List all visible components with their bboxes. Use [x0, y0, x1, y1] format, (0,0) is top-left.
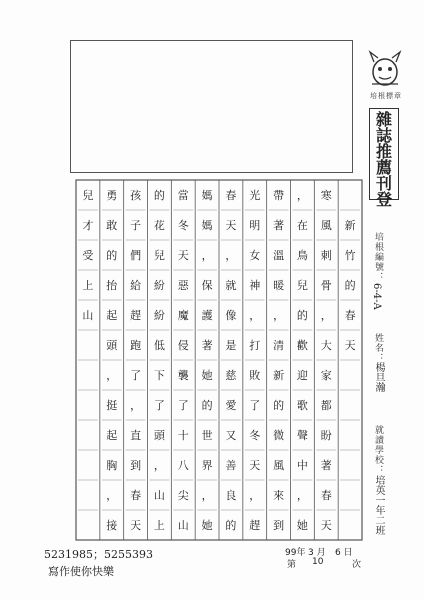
essay-char: 著: [273, 218, 285, 232]
brand-char: 推: [375, 142, 392, 161]
essay-char: 世: [201, 428, 213, 442]
essay-char: 的: [296, 308, 308, 322]
essay-char: 女: [249, 248, 261, 262]
essay-char: ，: [106, 368, 118, 382]
essay-char: 家: [320, 368, 332, 382]
essay-char: 下: [153, 368, 165, 382]
essay-char: 大: [320, 338, 332, 352]
essay-char: 刺: [320, 248, 332, 262]
essay-char: 著: [201, 338, 213, 352]
essay-char: 抬: [106, 278, 118, 292]
essay-char: 來: [273, 488, 285, 502]
essay-char: 挺: [106, 398, 118, 412]
essay-char: 愛: [225, 398, 237, 412]
essay-char: ，: [320, 308, 332, 322]
essay-char: 天: [177, 248, 189, 262]
essay-char: 在: [296, 218, 308, 232]
essay-char: 她: [296, 518, 308, 532]
essay-char: 媽: [201, 218, 213, 232]
essay-char: 子: [130, 218, 142, 232]
code-label: 培根編號：: [373, 232, 383, 282]
essay-char: 的: [106, 248, 118, 262]
essay-char: 盼: [320, 428, 332, 442]
essay-char: 保: [201, 278, 213, 292]
code-value: 6-4-A: [371, 283, 382, 310]
essay-char: 侵: [177, 338, 189, 352]
essay-char: ，: [273, 308, 285, 322]
essay-char: ，: [296, 488, 308, 502]
essay-char: 春: [320, 488, 332, 502]
essay-char: 跑: [130, 338, 142, 352]
essay-char: 的: [201, 398, 213, 412]
name-value: 楊旦瀚: [373, 362, 384, 392]
essay-char: 著: [320, 458, 332, 472]
essay-char: 媽: [201, 188, 213, 202]
essay-char: 上: [153, 518, 165, 532]
essay-char: 到: [273, 518, 285, 532]
school-value: 培英一年二班: [373, 475, 384, 535]
essay-char: 襲: [177, 368, 189, 382]
essay-char: 她: [201, 368, 213, 382]
essay-char: 趕: [130, 308, 142, 322]
essay-char: 魔: [177, 308, 189, 322]
essay-char: 了: [130, 368, 142, 382]
essay-char: 天: [225, 218, 237, 232]
name-label: 姓名：: [373, 333, 383, 363]
brand-char: 薦: [375, 158, 392, 177]
footer-index-prefix: 第: [287, 560, 297, 570]
essay-char: ，: [201, 488, 213, 502]
essay-char: 惡: [177, 278, 189, 292]
footer-year: 99年: [285, 548, 306, 558]
essay-char: 良: [225, 488, 237, 502]
logo-caption: 培根標章: [370, 92, 402, 100]
essay-char: 微: [273, 428, 285, 442]
essay-char: 春: [344, 308, 356, 322]
essay-char: 了: [249, 398, 261, 412]
essay-char: 到: [130, 458, 142, 472]
essay-char: 聲: [296, 428, 308, 442]
essay-char: 山: [153, 488, 165, 502]
essay-char: 界: [201, 458, 213, 472]
footer-day: 6 日: [335, 548, 353, 558]
essay-char: 鳥: [296, 248, 308, 262]
essay-char: 都: [320, 398, 332, 412]
essay-char: 歌: [296, 398, 308, 412]
essay-char: 溫: [273, 248, 285, 262]
essay-char: 打: [249, 338, 261, 352]
essay-char: 冬: [249, 428, 261, 442]
essay-char: 當: [177, 188, 189, 202]
essay-char: 暖: [273, 278, 285, 292]
contact-stamp-line2: 寫作使你快樂: [48, 565, 114, 578]
essay-char: 直: [130, 428, 142, 442]
essay-char: 兒: [296, 278, 308, 292]
essay-char: 兒: [153, 248, 165, 262]
essay-char: 起: [106, 428, 118, 442]
essay-char: 是: [225, 338, 237, 352]
essay-char: 敢: [106, 218, 118, 232]
essay-char: 的: [344, 278, 356, 292]
brand-char: 雜: [375, 110, 392, 129]
essay-char: 山: [82, 308, 94, 322]
essay-char: 低: [153, 338, 165, 352]
essay-char: 兒: [82, 188, 94, 202]
essay-char: 了: [177, 398, 189, 412]
essay-char: 的: [273, 398, 285, 412]
essay-char: 的: [225, 518, 237, 532]
essay-char: 的: [153, 188, 165, 202]
essay-char: 風: [273, 458, 285, 472]
essay-char: 天: [344, 338, 356, 352]
essay-char: 善: [225, 458, 237, 472]
essay-char: 中: [296, 458, 308, 472]
essay-char: 十: [177, 428, 189, 442]
essay-char: 骨: [320, 278, 332, 292]
essay-char: 頭: [106, 338, 118, 352]
essay-char: 勇: [106, 188, 118, 202]
essay-char: 神: [249, 278, 261, 292]
essay-char: 風: [320, 218, 332, 232]
essay-char: 明: [249, 218, 261, 232]
essay-char: 紛: [153, 278, 165, 292]
essay-char: 受: [82, 248, 94, 262]
essay-char: 寒: [320, 188, 332, 202]
essay-char: 尖: [177, 488, 189, 502]
essay-char: ，: [225, 248, 237, 262]
essay-char: 新: [344, 218, 356, 232]
essay-char: 花: [153, 218, 165, 232]
essay-char: ，: [106, 488, 118, 502]
essay-char: 紛: [153, 308, 165, 322]
brand-char: 誌: [375, 126, 392, 145]
essay-char: 就: [225, 278, 237, 292]
essay-char: 趕: [249, 518, 261, 532]
school-label: 就讀學校：: [373, 425, 383, 475]
essay-char: 接: [106, 518, 118, 532]
footer-index-suffix: 次: [352, 560, 362, 570]
essay-char: 了: [153, 398, 165, 412]
contact-stamp-line1: 5231985；5255393: [44, 548, 153, 561]
essay-char: 孩: [130, 188, 142, 202]
essay-char: 給: [130, 278, 142, 292]
essay-char: 歡: [296, 338, 308, 352]
essay-char: 迎: [296, 368, 308, 382]
essay-char: 清: [273, 338, 285, 352]
essay-char: ，: [130, 398, 142, 412]
essay-char: 上: [82, 278, 94, 292]
essay-char: 光: [249, 188, 261, 202]
essay-char: ，: [249, 488, 261, 502]
essay-char: 們: [130, 248, 142, 262]
essay-char: 慈: [225, 368, 237, 382]
essay-char: ，: [249, 308, 261, 322]
essay-char: 起: [106, 308, 118, 322]
essay-char: 新: [273, 368, 285, 382]
essay-char: 春: [225, 188, 237, 202]
essay-char: 像: [225, 308, 237, 322]
essay-char: 春: [130, 488, 142, 502]
essay-char: 她: [201, 518, 213, 532]
essay-char: ，: [201, 248, 213, 262]
essay-char: ，: [153, 458, 165, 472]
essay-char: 天: [320, 518, 332, 532]
essay-char: 胸: [106, 458, 118, 472]
brand-char: 刊: [375, 174, 392, 193]
essay-char: ，: [296, 188, 308, 202]
essay-char: 護: [201, 308, 213, 322]
essay-char: 冬: [177, 218, 189, 232]
footer-index-value: 10: [312, 557, 324, 567]
essay-char: 又: [225, 428, 237, 442]
footer-month: 3 月: [308, 548, 326, 558]
essay-char: 山: [177, 518, 189, 532]
essay-char: 天: [249, 458, 261, 472]
essay-char: 敗: [249, 368, 261, 382]
essay-char: 八: [177, 458, 189, 472]
essay-char: 頭: [153, 428, 165, 442]
brand-char: 登: [375, 190, 392, 209]
essay-char: 帶: [273, 188, 285, 202]
essay-char: 才: [82, 218, 94, 232]
essay-char: 天: [130, 518, 142, 532]
essay-char: 竹: [344, 248, 356, 262]
